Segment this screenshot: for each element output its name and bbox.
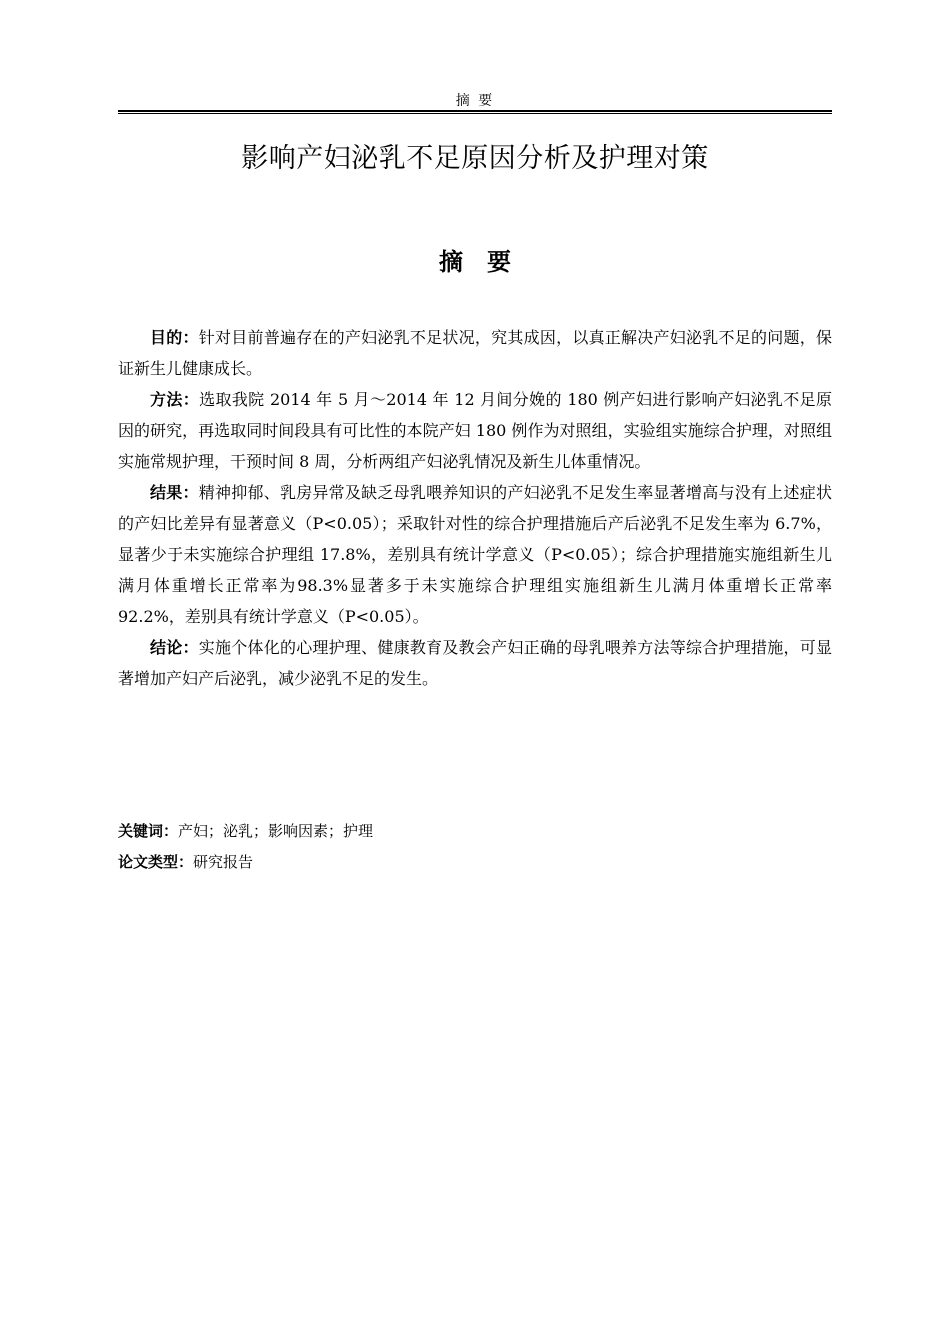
objective-text: 针对目前普遍存在的产妇泌乳不足状况，究其成因，以真正解决产妇泌乳不足的问题，保证新生儿健康成长。 xyxy=(118,328,832,378)
header-rule-thin xyxy=(118,113,832,114)
objective-label: 目的： xyxy=(150,328,199,347)
conclusion-text: 实施个体化的心理护理、健康教育及教会产妇正确的母乳喂养方法等综合护理措施，可显著增加产妇产后泌乳，减少泌乳不足的发生。 xyxy=(118,638,832,688)
method-label: 方法： xyxy=(150,390,200,409)
abstract-paragraph-result xyxy=(118,477,832,632)
paper-type-value: 研究报告 xyxy=(193,853,254,871)
keywords-value: 产妇；泌乳；影响因素；护理 xyxy=(178,822,374,840)
paper-type-label: 论文类型： xyxy=(118,853,194,871)
paper-type-line xyxy=(118,851,832,872)
method-text: 选取我院 2014 年 5 月～2014 年 12 月间分娩的 180 例产妇进行影响产妇泌乳不足原因的研究，再选取同时间段具有可比性的本院产妇 180 例作为对照组，实验组实施综合护理，对照组实施常规护理，干预时间 8 周，分析两组产妇泌乳情况及新生儿体重情况。 xyxy=(118,390,832,471)
abstract-paragraph-objective xyxy=(118,322,832,384)
abstract-paragraph-method xyxy=(118,384,832,477)
result-label: 结果： xyxy=(150,483,199,502)
abstract-paragraph-conclusion xyxy=(118,632,832,694)
conclusion-label: 结论： xyxy=(150,638,199,657)
abstract-heading: 摘 要 xyxy=(439,247,511,276)
keywords-label: 关键词： xyxy=(118,822,179,840)
result-text: 精神抑郁、乳房异常及缺乏母乳喂养知识的产妇泌乳不足发生率显著增高与没有上述症状的产妇比差异有显著意义（P<0.05）；采取针对性的综合护理措施后产后泌乳不足发生率为 6.7%，显著少于未实施综合护理组 17.8%，差别具有统计学意义（P<0.05）；综合护理措施实施组新生儿满月体重增长正常率为98.3%显著多于未实施综合护理组实施组新生儿满月体重增长正常率 92.2%，差别具有统计学意义（P<0.05）。 xyxy=(118,483,832,626)
running-header: 摘 要 xyxy=(455,93,495,109)
keywords-line xyxy=(118,820,832,841)
document-title: 影响产妇泌乳不足原因分析及护理对策 xyxy=(241,143,709,174)
abstract-body xyxy=(118,322,832,694)
header-rule-thick xyxy=(118,110,832,112)
